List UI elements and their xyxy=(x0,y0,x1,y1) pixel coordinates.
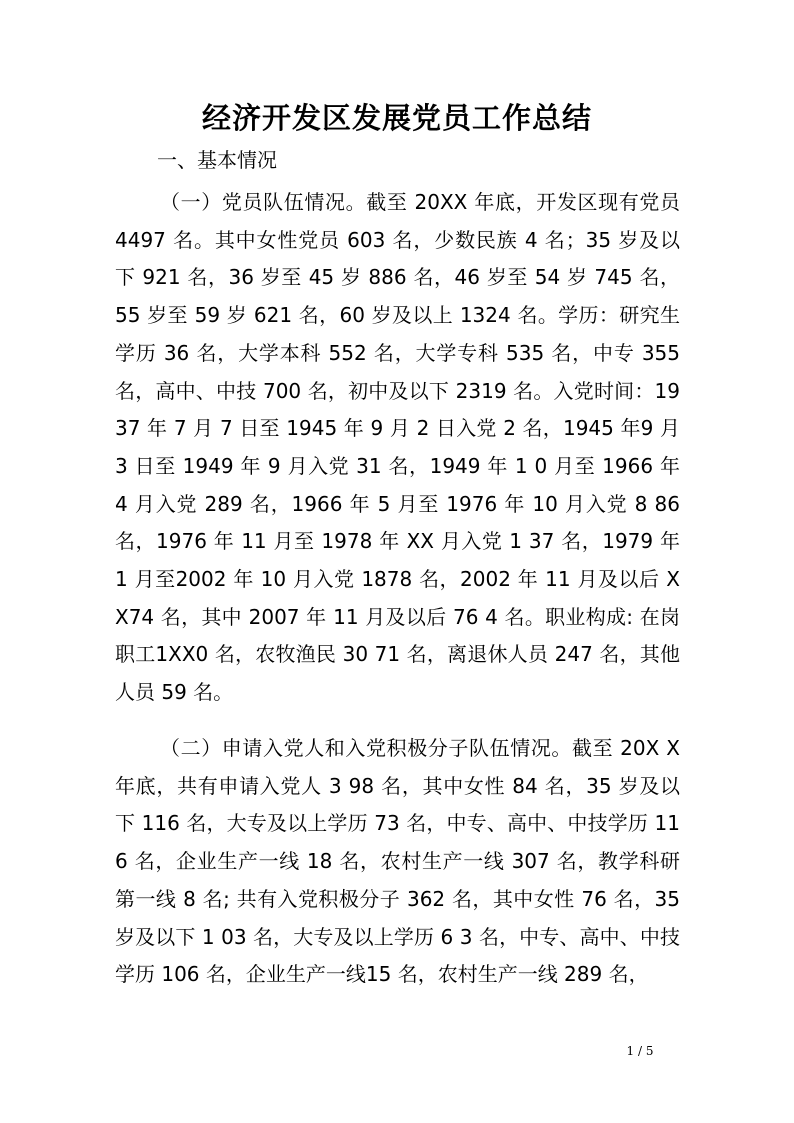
paragraph-applicants-activists: （二）申请入党人和入党积极分子队伍情况。截至 20X X 年底，共有申请入党人 3 98 名，其中女性 84 名，35 岁及以下 116 名，大专及以上学历 73 名，中专、高中、中技学历 116 名，企业生产一线 18 名，农村生产一线 307 名，教学科研第一线 8 名; 共有入党积极分子 362 名，其中女性 76 名，35 岁及以下 1 03 名，大专及以上学历 6 3 名，中专、高中、中技学历 106 名，企业生产一线15 名，农村生产一线 289 名， xyxy=(115,736,680,987)
page-number: 1 / 5 xyxy=(626,1044,654,1058)
paragraph-party-member-team: （一）党员队伍情况。截至 20XX 年底，开发区现有党员 4497 名。其中女性党员 603 名，少数民族 4 名；35 岁及以下 921 名，36 岁至 45 岁 886 名，46 岁至 54 岁 745 名，55 岁至 59 岁 621 名，60 岁及以上 1324 名。学历：研究生学历 36 名，大学本科 552 名，大学专科 535 名，中专 355 名，高中、中技 700 名，初中及以下 2319 名。入党时间：1937 年 7 月 7 日至 1945 年 9 月 2 日入党 2 名，1945 年9 月 3 日至 1949 年 9 月入党 31 名，1949 年 1 0 月至 1966 年 4 月入党 289 名，1966 年 5 月至 1976 年 10 月入党 8 86 名，1976 年 11 月至 1978 年 XX 月入党 1 37 名，1979 年 1 月至2002 年 10 月入党 1878 名，2002 年 11 月及以后 XX74 名，其中 2007 年 11 月及以后 76 4 名。职业构成: 在岗职工1XX0 名，农牧渔民 30 71 名，离退休人员 247 名，其他人员 59 名。 xyxy=(115,190,680,705)
document-title: 经济开发区发展党员工作总结 xyxy=(201,101,592,135)
section-heading: 一、基本情况 xyxy=(157,148,277,172)
